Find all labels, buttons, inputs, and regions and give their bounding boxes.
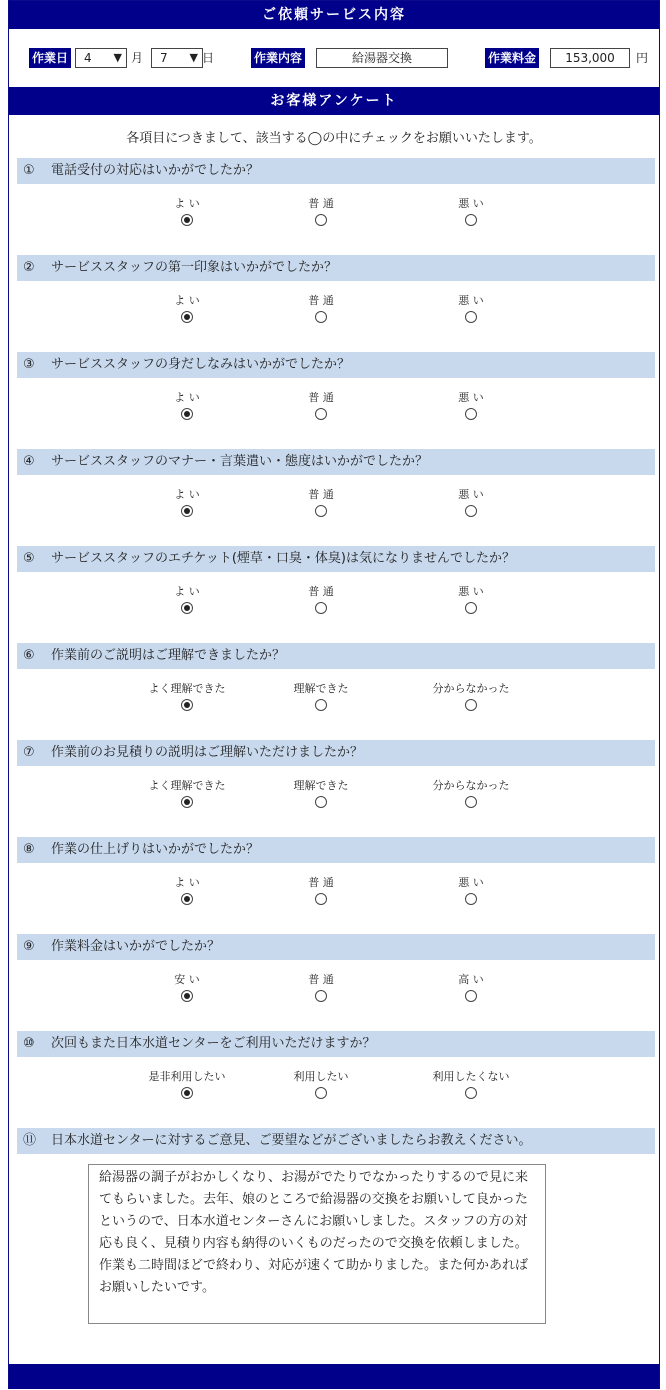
- option-label: 理解できた: [293, 682, 349, 695]
- option-label: 高 い: [458, 973, 484, 986]
- question-9-header: [17, 934, 655, 960]
- fee-label: 作業料金: [485, 48, 539, 68]
- question-1-option-3[interactable]: [421, 196, 521, 229]
- comment-textarea[interactable]: 給湯器の調子がおかしくなり、お湯がでたりでなかったりするので見に来てもらいました。去年、娘のところで給湯器の交換をお願いして良かったというので、日本水道センターさんにお願いしました。スタッフの方の対応も良く、見積り内容も納得のいくものだったので交換を依頼しました。作業も二時間ほどで終わり、対応が速くて助かりました。また何かあればお願いしたいです。: [88, 1164, 546, 1324]
- chevron-down-icon: ▼: [189, 51, 198, 64]
- date-label: 作業日: [29, 48, 71, 68]
- day-value: 7: [160, 51, 168, 65]
- work-info-row: [9, 46, 659, 70]
- question-9-option-2[interactable]: [271, 972, 371, 1005]
- option-label: よ い: [174, 876, 200, 889]
- option-label: よく理解できた: [148, 682, 226, 695]
- question-10-option-3[interactable]: [421, 1069, 521, 1102]
- question-number: ⑨: [23, 939, 35, 954]
- option-label: よ い: [174, 488, 200, 501]
- radio-button[interactable]: [465, 1087, 477, 1099]
- question-8-header: [17, 837, 655, 863]
- question-2-option-3[interactable]: [421, 293, 521, 326]
- radio-button[interactable]: [315, 1087, 327, 1099]
- question-7-option-2[interactable]: [271, 778, 371, 811]
- question-text: 作業料金はいかがでしたか？: [51, 939, 221, 954]
- question-2-header: [17, 255, 655, 281]
- question-4-option-3[interactable]: [421, 487, 521, 520]
- option-label: 悪 い: [458, 876, 484, 889]
- question-text: サービススタッフの第一印象はいかがでしたか？: [51, 260, 338, 275]
- question-5-header: [17, 546, 655, 572]
- radio-button[interactable]: [465, 990, 477, 1002]
- question-1-option-2[interactable]: [271, 196, 371, 229]
- content-label: 作業内容: [251, 48, 305, 68]
- option-label: よ い: [174, 197, 200, 210]
- radio-button[interactable]: [181, 602, 193, 614]
- question-number: ⑤: [23, 551, 35, 566]
- radio-button[interactable]: [315, 505, 327, 517]
- question-3-option-1[interactable]: [137, 390, 237, 423]
- question-8-option-1[interactable]: [137, 875, 237, 908]
- question-6-option-1[interactable]: [137, 681, 237, 714]
- question-6-option-3[interactable]: [421, 681, 521, 714]
- footer-bar: [9, 1364, 659, 1389]
- radio-button[interactable]: [465, 214, 477, 226]
- radio-button[interactable]: [181, 893, 193, 905]
- question-10-option-1[interactable]: [137, 1069, 237, 1102]
- question-text: 日本水道センターに対するご意見、ご要望などがございましたらお教えください。: [51, 1133, 532, 1148]
- question-number: ⑩: [23, 1036, 35, 1051]
- question-1-option-1[interactable]: [137, 196, 237, 229]
- question-3-option-3[interactable]: [421, 390, 521, 423]
- option-label: 理解できた: [293, 779, 349, 792]
- question-text: サービススタッフのエチケット(煙草・口臭・体臭)は気になりませんでしたか？: [51, 551, 515, 566]
- question-text: 作業の仕上げりはいかがでしたか？: [51, 842, 260, 857]
- question-5-option-2[interactable]: [271, 584, 371, 617]
- fee-unit: 円: [636, 51, 649, 65]
- question-number: ③: [23, 357, 35, 372]
- radio-button[interactable]: [181, 214, 193, 226]
- radio-button[interactable]: [465, 893, 477, 905]
- radio-button[interactable]: [181, 1087, 193, 1099]
- question-text: 作業前のご説明はご理解できましたか？: [51, 648, 286, 663]
- month-unit: 月: [131, 51, 144, 65]
- radio-button[interactable]: [315, 893, 327, 905]
- question-text: 作業前のお見積りの説明はご理解いただけましたか？: [51, 745, 364, 760]
- question-number: ⑧: [23, 842, 35, 857]
- option-label: よ い: [174, 391, 200, 404]
- question-number: ④: [23, 454, 35, 469]
- question-5-option-3[interactable]: [421, 584, 521, 617]
- radio-button[interactable]: [465, 602, 477, 614]
- question-7-option-3[interactable]: [421, 778, 521, 811]
- day-select[interactable]: [151, 48, 203, 68]
- question-8-option-3[interactable]: [421, 875, 521, 908]
- option-label: 安 い: [174, 973, 200, 986]
- question-number: ①: [23, 163, 35, 178]
- option-label: よ い: [174, 585, 200, 598]
- radio-button[interactable]: [465, 796, 477, 808]
- radio-button[interactable]: [465, 311, 477, 323]
- radio-button[interactable]: [315, 699, 327, 711]
- chevron-down-icon: ▼: [113, 51, 122, 64]
- option-label: よ い: [174, 294, 200, 307]
- question-text: 次回もまた日本水道センターをご利用いただけますか？: [51, 1036, 376, 1051]
- question-3-header: [17, 352, 655, 378]
- month-select[interactable]: [75, 48, 127, 68]
- question-1-header: [17, 158, 655, 184]
- question-number: ⑪: [23, 1133, 37, 1148]
- question-text: サービススタッフの身だしなみはいかがでしたか？: [51, 357, 351, 372]
- option-label: 普 通: [308, 197, 334, 210]
- option-label: 利用したくない: [432, 1070, 510, 1083]
- option-label: 普 通: [308, 391, 334, 404]
- instructions-text: 各項目につきまして、該当する◯の中にチェックをお願いいたします。: [126, 131, 542, 146]
- radio-button[interactable]: [315, 408, 327, 420]
- radio-button[interactable]: [315, 796, 327, 808]
- radio-button[interactable]: [465, 408, 477, 420]
- option-label: 普 通: [308, 876, 334, 889]
- question-4-header: [17, 449, 655, 475]
- option-label: 悪 い: [458, 488, 484, 501]
- question-9-option-1[interactable]: [137, 972, 237, 1005]
- question-number: ⑦: [23, 745, 35, 760]
- option-label: 分からなかった: [432, 682, 510, 695]
- radio-button[interactable]: [315, 214, 327, 226]
- option-label: 悪 い: [458, 294, 484, 307]
- radio-button[interactable]: [181, 796, 193, 808]
- radio-button[interactable]: [465, 699, 477, 711]
- option-label: 普 通: [308, 488, 334, 501]
- question-number: ②: [23, 260, 35, 275]
- radio-button[interactable]: [181, 408, 193, 420]
- radio-button[interactable]: [465, 505, 477, 517]
- question-2-option-1[interactable]: [137, 293, 237, 326]
- option-label: 悪 い: [458, 197, 484, 210]
- question-5-option-1[interactable]: [137, 584, 237, 617]
- option-label: 分からなかった: [432, 779, 510, 792]
- question-4-option-1[interactable]: [137, 487, 237, 520]
- question-3-option-2[interactable]: [271, 390, 371, 423]
- question-10-option-2[interactable]: [271, 1069, 371, 1102]
- option-label: よく理解できた: [148, 779, 226, 792]
- survey-title-bar: お客様アンケート: [9, 87, 659, 115]
- option-label: 普 通: [308, 585, 334, 598]
- question-10-header: [17, 1031, 655, 1057]
- day-unit: 日: [202, 51, 215, 65]
- service-title-bar: ご依頼サービス内容: [9, 1, 659, 29]
- option-label: 普 通: [308, 294, 334, 307]
- option-label: 悪 い: [458, 391, 484, 404]
- question-4-option-2[interactable]: [271, 487, 371, 520]
- question-2-option-2[interactable]: [271, 293, 371, 326]
- content-field[interactable]: 給湯器交換: [316, 48, 448, 68]
- option-label: 是非利用したい: [148, 1070, 226, 1083]
- question-6-header: [17, 643, 655, 669]
- survey-frame: [8, 0, 660, 1389]
- question-9-option-3[interactable]: [421, 972, 521, 1005]
- month-value: 4: [84, 51, 92, 65]
- radio-button[interactable]: [181, 505, 193, 517]
- radio-button[interactable]: [181, 990, 193, 1002]
- radio-button[interactable]: [181, 699, 193, 711]
- option-label: 利用したい: [293, 1070, 349, 1083]
- radio-button[interactable]: [315, 990, 327, 1002]
- option-label: 普 通: [308, 973, 334, 986]
- question-7-header: [17, 740, 655, 766]
- question-6-option-2[interactable]: [271, 681, 371, 714]
- fee-field[interactable]: 153,000: [550, 48, 630, 68]
- question-number: ⑥: [23, 648, 35, 663]
- question-text: 電話受付の対応はいかがでしたか？: [51, 163, 260, 178]
- option-label: 悪 い: [458, 585, 484, 598]
- question-11-header: [17, 1128, 655, 1154]
- question-8-option-2[interactable]: [271, 875, 371, 908]
- radio-button[interactable]: [315, 602, 327, 614]
- radio-button[interactable]: [315, 311, 327, 323]
- question-text: サービススタッフのマナー・言葉遣い・態度はいかがでしたか？: [51, 454, 429, 469]
- question-7-option-1[interactable]: [137, 778, 237, 811]
- radio-button[interactable]: [181, 311, 193, 323]
